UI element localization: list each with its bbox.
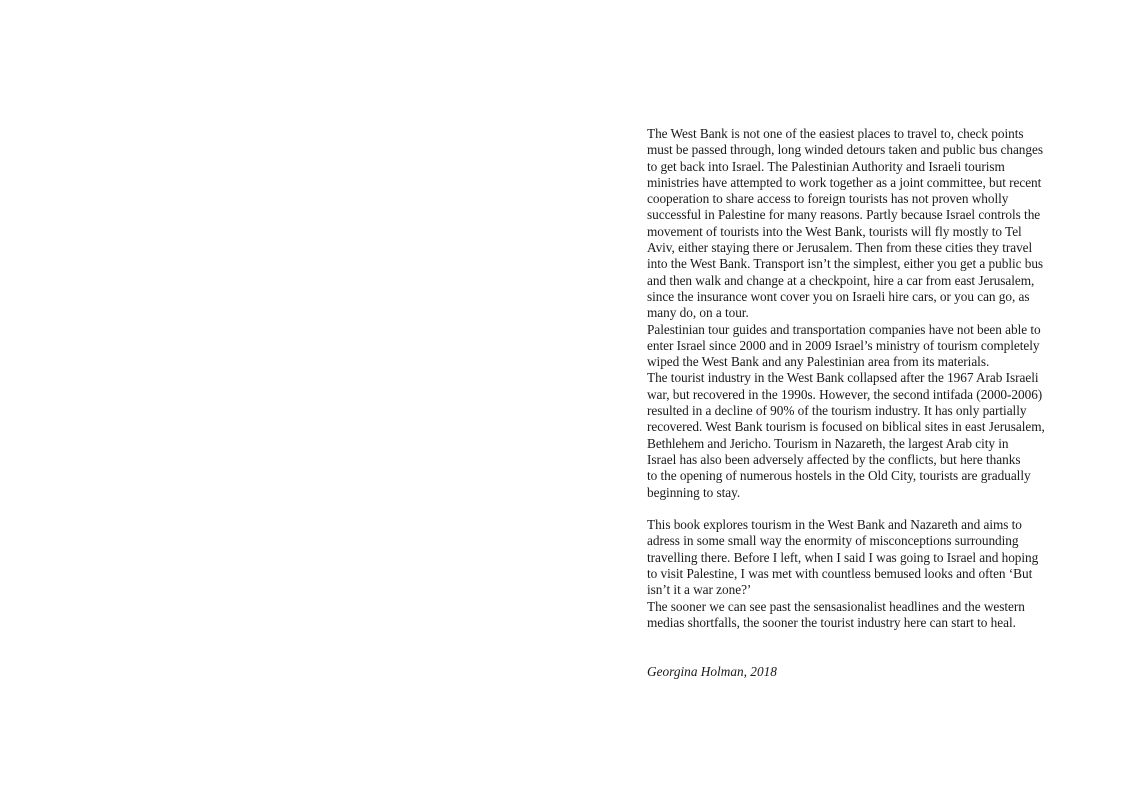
text-line: to the opening of numerous hostels in the Old City, tourists are gradually — [647, 468, 1031, 484]
paragraph-5 — [647, 599, 1067, 632]
text-line: recovered. West Bank tourism is focused on biblical sites in east Jerusalem, — [647, 419, 1045, 435]
paragraph-1 — [647, 126, 1067, 322]
text-line: resulted in a decline of 90% of the tourism industry. It has only partially — [647, 403, 1027, 419]
text-line: Israel has also been adversely affected by the conflicts, but here thanks — [647, 451, 1021, 467]
body-text — [647, 126, 1067, 631]
text-line: since the insurance wont cover you on Israeli hire cars, or you can go, as — [647, 288, 1030, 304]
text-line: enter Israel since 2000 and in 2009 Israel’s ministry of tourism completely — [647, 337, 1040, 353]
text-line: The West Bank is not one of the easiest places to travel to, check points — [647, 126, 1024, 141]
paragraph-2 — [647, 322, 1067, 371]
text-line: many do, on a tour. — [647, 305, 749, 321]
paragraph-3 — [647, 370, 1067, 500]
text-line: Palestinian tour guides and transportation companies have not been able to — [647, 321, 1041, 337]
paragraph-4 — [647, 517, 1067, 598]
author-signature: Georgina Holman, 2018 — [647, 664, 777, 679]
text-line: Bethlehem and Jericho. Tourism in Nazareth, the largest Arab city in — [647, 435, 1009, 451]
paragraph-spacer — [647, 501, 1067, 517]
text-line: The tourist industry in the West Bank collapsed after the 1967 Arab Israeli — [647, 370, 1039, 386]
text-line: adress in some small way the enormity of misconceptions surrounding — [647, 533, 1019, 549]
text-line: into the West Bank. Transport isn’t the simplest, either you get a public bus — [647, 256, 1044, 272]
text-line: movement of tourists into the West Bank, tourists will fly mostly to Tel — [647, 223, 1022, 239]
text-line: The sooner we can see past the sensasionalist headlines and the western — [647, 598, 1025, 614]
text-line: to get back into Israel. The Palestinian Authority and Israeli tourism — [647, 158, 1005, 174]
text-line: cooperation to share access to foreign tourists has not proven wholly — [647, 191, 1009, 207]
text-line: and then walk and change at a checkpoint, hire a car from east Jerusalem, — [647, 272, 1035, 288]
text-line: isn’t it a war zone?’ — [647, 582, 752, 598]
text-line: Aviv, either staying there or Jerusalem. Then from these cities they travel — [647, 240, 1033, 256]
text-line: ministries have attempted to work together as a joint committee, but recent — [647, 174, 1042, 190]
text-line: successful in Palestine for many reasons. Partly because Israel controls the — [647, 207, 1041, 223]
text-line: to visit Palestine, I was met with countless bemused looks and often ‘But — [647, 566, 1033, 582]
text-line: beginning to stay. — [647, 484, 741, 500]
text-line: This book explores tourism in the West Bank and Nazareth and aims to — [647, 517, 1022, 533]
text-line: wiped the West Bank and any Palestinian area from its materials. — [647, 354, 990, 370]
text-line: must be passed through, long winded detours taken and public bus changes — [647, 142, 1043, 158]
text-line: war, but recovered in the 1990s. However, the second intifada (2000-2006) — [647, 386, 1043, 402]
text-line: travelling there. Before I left, when I said I was going to Israel and hoping — [647, 549, 1039, 565]
text-line: medias shortfalls, the sooner the tourist industry here can start to heal. — [647, 614, 1016, 630]
